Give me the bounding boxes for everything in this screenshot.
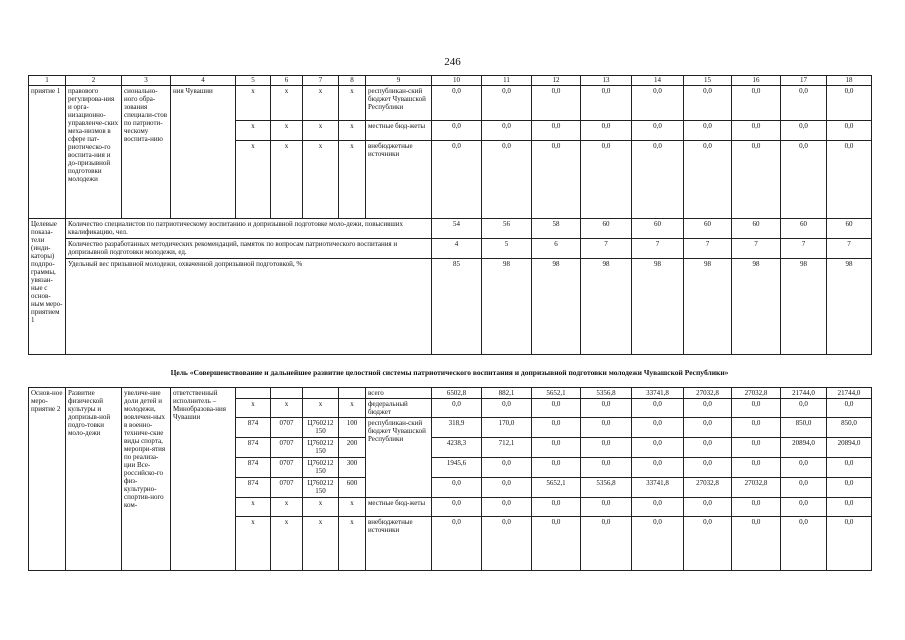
column-number: 3 <box>122 76 171 86</box>
empty-cell <box>236 388 271 399</box>
code-cell: 874 <box>236 438 271 458</box>
value-cell: 7 <box>827 239 872 259</box>
event-goal: сионально-ного обра-зования специали-стов по патриоти-ческому воспита-нию <box>122 86 171 219</box>
column-number: 10 <box>432 76 482 86</box>
value-cell: 0,0 <box>781 498 827 517</box>
value-cell: 0,0 <box>632 141 684 219</box>
goal-heading: Цель «Совершенствование и дальнейшее развитие целостной системы патриотического воспитания и допризывной подготовки молодежи Чувашской Республики» <box>170 368 729 377</box>
value-cell: 0,0 <box>732 438 781 458</box>
value-cell: 0,0 <box>827 517 872 571</box>
value-cell: 4 <box>432 239 482 259</box>
column-number: 15 <box>684 76 732 86</box>
code-cell: x <box>303 517 339 571</box>
value-cell: 0,0 <box>684 399 732 418</box>
code-cell: 874 <box>236 458 271 478</box>
code-cell: x <box>303 121 339 141</box>
column-number: 1 <box>29 76 66 86</box>
value-cell: 0,0 <box>532 418 581 438</box>
value-cell: 60 <box>581 219 632 239</box>
column-number: 5 <box>236 76 271 86</box>
event-goal: увеличе-ние доли детей и молодежи, вовлечен-ных в военно-техниче-ские виды спорта, меропри-ятия по реализа-ции Все-российско-го физ-культурно-спортив-ного ком- <box>122 388 171 571</box>
value-cell: 0,0 <box>532 458 581 478</box>
value-cell: 0,0 <box>781 86 827 121</box>
value-cell: 0,0 <box>781 517 827 571</box>
value-cell: 0,0 <box>532 517 581 571</box>
code-cell: x <box>303 141 339 219</box>
value-cell: 0,0 <box>684 141 732 219</box>
value-cell: 60 <box>827 219 872 239</box>
code-cell: x <box>236 498 271 517</box>
funding-source: федеральный бюджет <box>366 399 432 418</box>
value-cell: 882,1 <box>482 388 532 399</box>
value-cell: 0,0 <box>632 86 684 121</box>
indicator-text: Количество разработанных методических рекомендаций, памяток по вопросам патриотического воспитания и допризывной подготовки молодежи, ед. <box>66 239 432 259</box>
value-cell: 60 <box>781 219 827 239</box>
page-number: 246 <box>444 56 461 68</box>
value-cell: 0,0 <box>532 438 581 458</box>
value-cell: 0,0 <box>432 121 482 141</box>
value-cell: 850,0 <box>827 418 872 438</box>
value-cell: 4238,3 <box>432 438 482 458</box>
value-cell: 0,0 <box>581 458 632 478</box>
column-number: 17 <box>781 76 827 86</box>
column-number: 14 <box>632 76 684 86</box>
value-cell: 98 <box>581 259 632 355</box>
value-cell: 7 <box>684 239 732 259</box>
value-cell: 6502,8 <box>432 388 482 399</box>
value-cell: 7 <box>581 239 632 259</box>
value-cell: 21744,0 <box>827 388 872 399</box>
event-label: приятие 1 <box>29 86 66 219</box>
code-cell: 0707 <box>271 438 303 458</box>
value-cell: 850,0 <box>781 418 827 438</box>
value-cell: 0,0 <box>827 141 872 219</box>
code-cell: x <box>271 498 303 517</box>
value-cell: 5356,8 <box>581 388 632 399</box>
code-cell: Ц760212 150 <box>303 478 339 498</box>
value-cell: 54 <box>432 219 482 239</box>
value-cell: 0,0 <box>581 517 632 571</box>
column-number: 4 <box>171 76 236 86</box>
indicator-row <box>29 259 872 355</box>
value-cell: 0,0 <box>827 121 872 141</box>
empty-cell <box>303 388 339 399</box>
value-cell: 0,0 <box>581 438 632 458</box>
value-cell: 1945,6 <box>432 458 482 478</box>
code-cell: 300 <box>339 458 366 478</box>
value-cell: 0,0 <box>732 399 781 418</box>
code-cell: 0707 <box>271 478 303 498</box>
value-cell: 27032,8 <box>684 388 732 399</box>
code-cell: x <box>339 121 366 141</box>
value-cell: 0,0 <box>482 121 532 141</box>
value-cell: 0,0 <box>732 458 781 478</box>
column-number: 11 <box>482 76 532 86</box>
value-cell: 0,0 <box>632 438 684 458</box>
code-cell: 600 <box>339 478 366 498</box>
event-executor: ответственный исполнитель – Минобразова-ния Чувашии <box>171 388 236 571</box>
code-cell: x <box>271 86 303 121</box>
column-number: 16 <box>732 76 781 86</box>
funding-source: республикан-ский бюджет Чувашской Республики <box>366 86 432 121</box>
value-cell: 0,0 <box>632 121 684 141</box>
code-cell: x <box>303 498 339 517</box>
value-cell: 0,0 <box>532 141 581 219</box>
code-cell: 0707 <box>271 418 303 438</box>
value-cell: 5356,8 <box>581 478 632 498</box>
column-number: 7 <box>303 76 339 86</box>
column-number: 8 <box>339 76 366 86</box>
code-cell: x <box>303 86 339 121</box>
value-cell: 0,0 <box>632 418 684 438</box>
value-cell: 0,0 <box>482 399 532 418</box>
value-cell: 0,0 <box>581 141 632 219</box>
value-cell: 58 <box>532 219 581 239</box>
funding-source: местные бюд-жеты <box>366 121 432 141</box>
value-cell: 0,0 <box>781 458 827 478</box>
value-cell: 6 <box>532 239 581 259</box>
code-cell: x <box>271 399 303 418</box>
value-cell: 0,0 <box>781 141 827 219</box>
value-cell: 0,0 <box>781 121 827 141</box>
value-cell: 0,0 <box>482 517 532 571</box>
value-cell: 60 <box>732 219 781 239</box>
code-cell: x <box>271 517 303 571</box>
code-cell: Ц760212 150 <box>303 418 339 438</box>
value-cell: 20894,0 <box>781 438 827 458</box>
value-cell: 0,0 <box>632 517 684 571</box>
value-cell: 0,0 <box>781 478 827 498</box>
column-number-row <box>29 76 872 86</box>
value-cell: 0,0 <box>581 399 632 418</box>
value-cell: 0,0 <box>532 498 581 517</box>
value-cell: 0,0 <box>532 86 581 121</box>
value-cell: 0,0 <box>827 399 872 418</box>
budget-table-top <box>28 75 872 355</box>
value-cell: 5 <box>482 239 532 259</box>
value-cell: 20894,0 <box>827 438 872 458</box>
value-cell: 0,0 <box>732 498 781 517</box>
value-cell: 0,0 <box>432 86 482 121</box>
value-cell: 0,0 <box>581 498 632 517</box>
value-cell: 0,0 <box>482 478 532 498</box>
funding-source: внебюджетные источники <box>366 141 432 219</box>
event1-row <box>29 86 872 121</box>
column-number: 13 <box>581 76 632 86</box>
value-cell: 5652,1 <box>532 478 581 498</box>
column-number: 18 <box>827 76 872 86</box>
funding-source: местные бюд-жеты <box>366 498 432 517</box>
value-cell: 21744,0 <box>781 388 827 399</box>
value-cell: 0,0 <box>432 399 482 418</box>
code-cell: 200 <box>339 438 366 458</box>
funding-source: внебюджетные источники <box>366 517 432 571</box>
value-cell: 7 <box>781 239 827 259</box>
funding-source: республикан-ский бюджет Чувашской Республики <box>366 418 432 498</box>
indicator-text: Удельный вес призывной молодежи, охваченной допризывной подготовкой, % <box>66 259 432 355</box>
indicators-label: Целевые показа-тели (инди-каторы) подпро-граммы, увязан-ные с основ-ным меро-приятием 1 <box>29 219 66 355</box>
event-title: правового регулирова-ния и орга-низационно-управленче-ских меха-низмов в сфере пат-риотическо-го воспита-ния и до-призывной подготовки молодежи <box>66 86 122 219</box>
value-cell: 0,0 <box>684 458 732 478</box>
value-cell: 0,0 <box>781 399 827 418</box>
value-cell: 5652,1 <box>532 388 581 399</box>
value-cell: 0,0 <box>432 498 482 517</box>
value-cell: 0,0 <box>432 141 482 219</box>
code-cell: 874 <box>236 478 271 498</box>
code-cell: x <box>271 141 303 219</box>
value-cell: 712,1 <box>482 438 532 458</box>
value-cell: 170,0 <box>482 418 532 438</box>
value-cell: 0,0 <box>684 438 732 458</box>
value-cell: 0,0 <box>581 86 632 121</box>
value-cell: 98 <box>732 259 781 355</box>
code-cell: 874 <box>236 418 271 438</box>
indicator-row <box>29 239 872 259</box>
code-cell: x <box>303 399 339 418</box>
value-cell: 0,0 <box>684 498 732 517</box>
value-cell: 0,0 <box>827 498 872 517</box>
indicator-row <box>29 219 872 239</box>
value-cell: 27032,8 <box>732 478 781 498</box>
column-number: 12 <box>532 76 581 86</box>
code-cell: x <box>339 86 366 121</box>
value-cell: 0,0 <box>684 418 732 438</box>
empty-cell <box>339 388 366 399</box>
value-cell: 7 <box>632 239 684 259</box>
value-cell: 0,0 <box>684 517 732 571</box>
value-cell: 0,0 <box>432 478 482 498</box>
value-cell: 27032,8 <box>684 478 732 498</box>
value-cell: 98 <box>482 259 532 355</box>
event-title: Развитие физической культуры и допризыв-ной подго-товки моло-дежи <box>66 388 122 571</box>
value-cell: 0,0 <box>684 121 732 141</box>
code-cell: x <box>236 141 271 219</box>
code-cell: x <box>236 86 271 121</box>
value-cell: 98 <box>684 259 732 355</box>
budget-table-bottom <box>28 387 872 571</box>
code-cell: x <box>339 399 366 418</box>
code-cell: x <box>339 498 366 517</box>
value-cell: 0,0 <box>827 458 872 478</box>
value-cell: 33741,8 <box>632 388 684 399</box>
total-row <box>29 388 872 399</box>
indicator-text: Количество специалистов по патриотическому воспитанию и допризывной подготовке моло-дежи, повысивших квалификацию, чел. <box>66 219 432 239</box>
value-cell: 0,0 <box>632 458 684 478</box>
code-cell: x <box>339 517 366 571</box>
code-cell: Ц760212 150 <box>303 438 339 458</box>
code-cell: x <box>271 121 303 141</box>
value-cell: 60 <box>684 219 732 239</box>
value-cell: 0,0 <box>482 458 532 478</box>
value-cell: 0,0 <box>482 141 532 219</box>
column-number: 9 <box>366 76 432 86</box>
value-cell: 0,0 <box>732 86 781 121</box>
value-cell: 98 <box>632 259 684 355</box>
event-label: Основ-ное меро-приятие 2 <box>29 388 66 571</box>
value-cell: 98 <box>781 259 827 355</box>
value-cell: 85 <box>432 259 482 355</box>
funding-source: всего <box>366 388 432 399</box>
value-cell: 0,0 <box>482 86 532 121</box>
value-cell: 0,0 <box>732 418 781 438</box>
value-cell: 27032,8 <box>732 388 781 399</box>
value-cell: 0,0 <box>432 517 482 571</box>
value-cell: 56 <box>482 219 532 239</box>
value-cell: 98 <box>827 259 872 355</box>
value-cell: 318,9 <box>432 418 482 438</box>
value-cell: 0,0 <box>581 418 632 438</box>
code-cell: x <box>236 399 271 418</box>
empty-cell <box>271 388 303 399</box>
value-cell: 0,0 <box>827 86 872 121</box>
code-cell: x <box>236 121 271 141</box>
value-cell: 0,0 <box>532 121 581 141</box>
column-number: 2 <box>66 76 122 86</box>
code-cell: 0707 <box>271 458 303 478</box>
value-cell: 0,0 <box>684 86 732 121</box>
value-cell: 0,0 <box>732 141 781 219</box>
code-cell: x <box>236 517 271 571</box>
value-cell: 0,0 <box>482 498 532 517</box>
value-cell: 0,0 <box>732 121 781 141</box>
value-cell: 7 <box>732 239 781 259</box>
column-number: 6 <box>271 76 303 86</box>
value-cell: 60 <box>632 219 684 239</box>
value-cell: 98 <box>532 259 581 355</box>
code-cell: Ц760212 150 <box>303 458 339 478</box>
value-cell: 33741,8 <box>632 478 684 498</box>
value-cell: 0,0 <box>632 498 684 517</box>
event-executor: ния Чувашии <box>171 86 236 219</box>
value-cell: 0,0 <box>732 517 781 571</box>
code-cell: 100 <box>339 418 366 438</box>
code-cell: x <box>339 141 366 219</box>
value-cell: 0,0 <box>532 399 581 418</box>
value-cell: 0,0 <box>581 121 632 141</box>
value-cell: 0,0 <box>632 399 684 418</box>
value-cell: 0,0 <box>827 478 872 498</box>
